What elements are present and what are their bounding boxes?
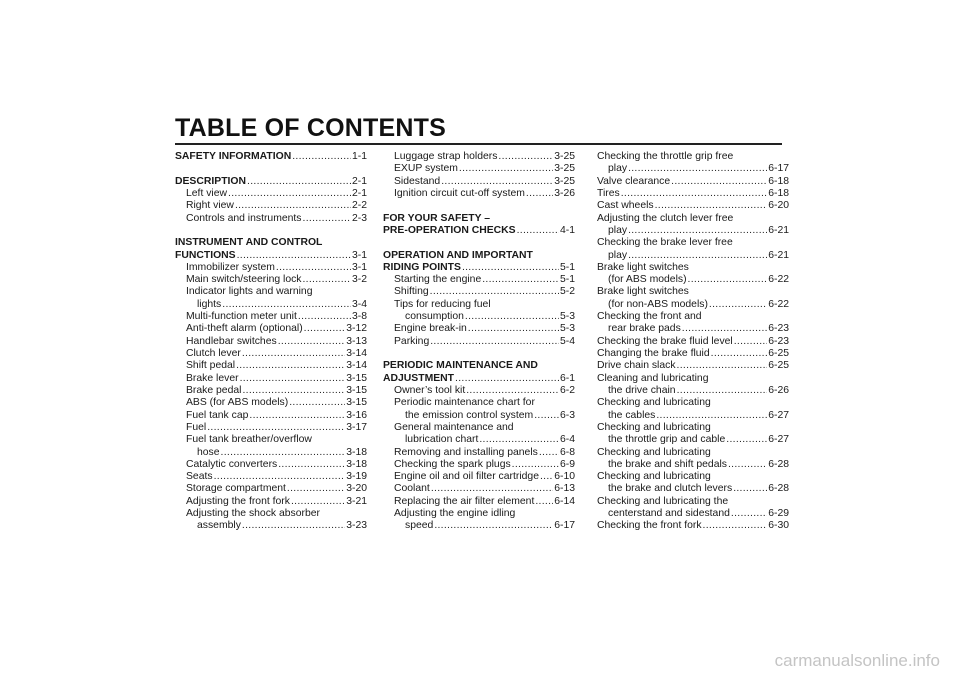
toc-entry-main-switch[interactable] xyxy=(175,274,367,286)
toc-entry-page: 2-2 xyxy=(351,200,367,212)
watermark[interactable]: carmanualsonline.info xyxy=(774,651,940,670)
toc-entry-title-line: Brake light switches xyxy=(597,261,689,273)
toc-entry-title: ABS (for ABS models) xyxy=(186,397,289,409)
toc-entry-title: Catalytic converters xyxy=(186,458,278,470)
toc-entry-title: Ignition circuit cut-off system xyxy=(394,187,525,199)
toc-entry-title: Checking the spark plugs xyxy=(394,458,511,470)
toc-entry-title-line: Adjusting the shock absorber xyxy=(186,508,321,520)
toc-entry-title: Luggage strap holders xyxy=(394,151,498,162)
toc-entry-title: the emission control system xyxy=(405,409,534,421)
toc-entry-title: RIDING POINTS xyxy=(383,261,461,273)
toc-entry-page: 3-1 xyxy=(351,249,367,261)
toc-entry-title: Shift pedal xyxy=(186,360,236,372)
toc-entry-title: Handlebar switches xyxy=(186,335,277,347)
toc-entry-page: 3-15 xyxy=(346,397,367,409)
toc-entry-breather-hose[interactable] xyxy=(175,447,367,459)
toc-entry-page: 3-1 xyxy=(351,261,367,273)
toc-entry-title: Parking xyxy=(394,335,430,347)
toc-entry-title: Sidestand xyxy=(394,175,441,187)
toc-entry-title: the cables xyxy=(608,409,656,421)
toc-entry-left-view[interactable] xyxy=(175,188,367,200)
toc-entry-clutch-lever[interactable] xyxy=(175,348,367,360)
toc-entry-brake-light-non-abs[interactable] xyxy=(597,299,789,311)
toc-entry-page: 5-1 xyxy=(559,261,575,273)
toc-entry-title: EXUP system xyxy=(394,163,458,175)
toc-column-3 xyxy=(597,151,789,533)
toc-entry-page: 5-2 xyxy=(559,286,575,298)
toc-entry-right-view[interactable] xyxy=(175,200,367,212)
toc-entry-controls[interactable] xyxy=(175,213,367,225)
toc-entry-page: 6-23 xyxy=(768,335,789,347)
toc-entry-page: 6-21 xyxy=(768,224,789,236)
toc-entry-throttle-cable[interactable] xyxy=(597,434,789,446)
toc-entry-page: 6-28 xyxy=(768,483,789,495)
toc-entry-page: 6-17 xyxy=(554,520,575,532)
toc-entry-title-line: General maintenance and xyxy=(394,421,514,433)
toc-entry-page: 6-27 xyxy=(768,409,789,421)
toc-entry-immobilizer[interactable] xyxy=(175,262,367,274)
toc-entry-brake-pads[interactable] xyxy=(597,323,789,335)
toc-entry-parking[interactable] xyxy=(383,336,575,348)
toc-entry-title: Multi-function meter unit xyxy=(186,311,297,323)
toc-entry-page: 3-19 xyxy=(346,471,367,483)
toc-entry-page: 6-23 xyxy=(768,323,789,335)
toc-entry-tires[interactable] xyxy=(597,188,789,200)
toc-entry-title-line: Cleaning and lubricating xyxy=(597,372,709,384)
toc-entry-idling-speed[interactable] xyxy=(383,520,575,532)
toc-entry-title: Adjusting the front fork xyxy=(186,495,290,507)
toc-entry-title-line: Checking and lubricating xyxy=(597,446,711,458)
toc-entry-title-line: Indicator lights and warning xyxy=(186,286,313,298)
toc-entry-page: 6-28 xyxy=(768,458,789,470)
toc-entry-page: 6-27 xyxy=(768,434,789,446)
toc-entry-page: 3-20 xyxy=(346,483,367,495)
toc-entry-page: 6-18 xyxy=(768,187,789,199)
toc-entry-title-line: Checking the front and xyxy=(597,311,702,323)
toc-entry-title-line: Checking and lubricating xyxy=(597,471,711,483)
toc-entry-page: 6-17 xyxy=(768,163,789,175)
toc-entry-functions[interactable] xyxy=(175,250,367,262)
toc-entry-title: Fuel tank cap xyxy=(186,409,249,421)
toc-entry-title: rear brake pads xyxy=(608,323,681,335)
title-underline xyxy=(175,143,782,145)
toc-entry-page: 6-20 xyxy=(768,200,789,212)
toc-column-2 xyxy=(383,151,575,533)
toc-entry-fuel-cap[interactable] xyxy=(175,410,367,422)
toc-entry-title: Checking the front fork xyxy=(597,520,702,532)
toc-entry-page: 3-18 xyxy=(346,446,367,458)
toc-entry-brake-fluid-level[interactable] xyxy=(597,336,789,348)
toc-entry-page: 3-21 xyxy=(346,495,367,507)
toc-entry-title: Storage compartment xyxy=(186,483,286,495)
toc-entry-title: play xyxy=(608,163,628,175)
toc-entry-page: 6-9 xyxy=(559,458,575,470)
toc-entry-title: play xyxy=(608,224,628,236)
toc-entry-consumption[interactable] xyxy=(383,311,575,323)
toc-entry-title: Immobilizer system xyxy=(186,261,275,273)
toc-entry-brake-pedal[interactable] xyxy=(175,385,367,397)
toc-entry-page: 6-22 xyxy=(768,274,789,286)
toc-entry-title: assembly xyxy=(197,520,241,532)
toc-entry-brake-fluid-change[interactable] xyxy=(597,348,789,360)
toc-entry-clutch-levers[interactable] xyxy=(597,483,789,495)
toc-entry-title: Owner’s tool kit xyxy=(394,384,466,396)
toc-entry-page: 6-10 xyxy=(554,471,575,483)
toc-entry-page: 3-16 xyxy=(346,409,367,421)
toc-entry-page: 3-4 xyxy=(351,298,367,310)
toc-entry-brake-light-abs[interactable] xyxy=(597,274,789,286)
toc-entry-title: Starting the engine xyxy=(394,274,482,286)
toc-entry-title-line: Checking and lubricating xyxy=(597,397,711,409)
toc-entry-lubrication[interactable] xyxy=(383,434,575,446)
toc-entry-emission[interactable] xyxy=(383,410,575,422)
toc-entry-page: 3-12 xyxy=(346,323,367,335)
toc-entry-page: 6-3 xyxy=(559,409,575,421)
toc-entry-brake-lever[interactable] xyxy=(175,373,367,385)
toc-entry-title: (for ABS models) xyxy=(608,274,687,286)
toc-entry-page: 3-14 xyxy=(346,348,367,359)
toc-entry-starting[interactable] xyxy=(383,274,575,286)
toc-entry-catalytic[interactable] xyxy=(175,459,367,471)
toc-entry-title-line: Checking and lubricating the xyxy=(597,495,729,507)
toc-entry-title: Clutch lever xyxy=(186,348,241,359)
toc-entry-title: consumption xyxy=(405,311,464,323)
toc-entry-indicator-lights[interactable] xyxy=(175,299,367,311)
toc-entry-title: Engine break-in xyxy=(394,323,467,335)
toc-entry-page: 2-1 xyxy=(351,187,367,199)
toc-entry-title: Seats xyxy=(186,471,213,483)
toc-entry-page: 6-13 xyxy=(554,483,575,495)
toc-entry-title: Replacing the air filter element xyxy=(394,495,535,507)
toc-entry-page: 3-23 xyxy=(346,520,367,532)
toc-entry-exup[interactable] xyxy=(383,163,575,175)
toc-entry-title: PRE-OPERATION CHECKS xyxy=(383,224,516,236)
toc-section-heading: PERIODIC MAINTENANCE AND xyxy=(383,360,538,372)
toc-entry-adjustment[interactable] xyxy=(383,373,575,385)
toc-entry-page: 6-29 xyxy=(768,508,789,520)
toc-entry-title: the brake and clutch levers xyxy=(608,483,733,495)
toc-entry-page: 6-25 xyxy=(768,348,789,359)
toc-entry-title: Brake lever xyxy=(186,372,239,384)
toc-entry-page: 3-26 xyxy=(554,187,575,199)
toc-entry-title: hose xyxy=(197,446,220,458)
toc-entry-oil[interactable] xyxy=(383,471,575,483)
toc-entry-brake-play[interactable] xyxy=(597,250,789,262)
toc-entry-page: 5-1 xyxy=(559,274,575,286)
toc-entry-title: Cast wheels xyxy=(597,200,654,212)
toc-entry-title: lubrication chart xyxy=(405,434,479,446)
toc-entry-title: ADJUSTMENT xyxy=(383,372,455,384)
toc-entry-page: 3-25 xyxy=(554,163,575,175)
toc-entry-title: lights xyxy=(197,298,222,310)
toc-entry-page: 5-4 xyxy=(559,335,575,347)
toc-entry-title: Left view xyxy=(186,187,228,199)
toc-entry-stands[interactable] xyxy=(597,508,789,520)
toc-entry-shift-pedal[interactable] xyxy=(175,360,367,372)
toc-entry-title: Fuel xyxy=(186,421,207,433)
toc-entry-title: Coolant xyxy=(394,483,430,495)
toc-entry-page: 6-2 xyxy=(559,384,575,396)
toc-entry-ignition-cutoff[interactable] xyxy=(383,188,575,200)
toc-entry-title: Drive chain slack xyxy=(597,360,676,372)
toc-entry-title: Anti-theft alarm (optional) xyxy=(186,323,303,335)
toc-entry-title-line: Brake light switches xyxy=(597,286,689,298)
toc-entry-title-line: Adjusting the clutch lever free xyxy=(597,212,734,224)
toc-entry-title: Main switch/steering lock xyxy=(186,274,302,286)
toc-entry-page: 4-1 xyxy=(559,224,575,236)
toc-entry-break-in[interactable] xyxy=(383,323,575,335)
toc-entry-title: SAFETY INFORMATION xyxy=(175,151,292,162)
toc-entry-description[interactable] xyxy=(175,176,367,188)
toc-entry-clutch-play[interactable] xyxy=(597,225,789,237)
toc-entry-page: 3-17 xyxy=(346,421,367,433)
toc-entry-title-line: Fuel tank breather/overflow xyxy=(186,434,312,446)
toc-entry-title: Valve clearance xyxy=(597,175,671,187)
toc-entry-valve[interactable] xyxy=(597,176,789,188)
toc-entry-page: 6-30 xyxy=(768,520,789,532)
toc-entry-shifting[interactable] xyxy=(383,286,575,298)
toc-entry-page: 6-1 xyxy=(559,372,575,384)
toc-entry-tool-kit[interactable] xyxy=(383,385,575,397)
toc-entry-title: Changing the brake fluid xyxy=(597,348,710,359)
toc-entry-page: 3-15 xyxy=(346,372,367,384)
toc-entry-page: 6-14 xyxy=(554,495,575,507)
page-title: TABLE OF CONTENTS xyxy=(175,114,446,142)
toc-entry-title: the throttle grip and cable xyxy=(608,434,726,446)
toc-entry-title: Checking the brake fluid level xyxy=(597,335,733,347)
toc-entry-seats[interactable] xyxy=(175,471,367,483)
toc-entry-panels[interactable] xyxy=(383,447,575,459)
toc-entry-front-fork[interactable] xyxy=(175,496,367,508)
toc-entry-pre-operation[interactable] xyxy=(383,225,575,237)
toc-entry-page: 6-22 xyxy=(768,298,789,310)
toc-entry-title-line: Tips for reducing fuel xyxy=(394,298,491,310)
toc-entry-title-line: Adjusting the engine idling xyxy=(394,508,516,520)
toc-entry-cast-wheels[interactable] xyxy=(597,200,789,212)
toc-entry-title: play xyxy=(608,249,628,261)
toc-entry-page: 6-26 xyxy=(768,384,789,396)
toc-entry-throttle-play[interactable] xyxy=(597,163,789,175)
toc-section-heading: OPERATION AND IMPORTANT xyxy=(383,249,533,261)
toc-entry-chain-slack[interactable] xyxy=(597,360,789,372)
toc-entry-abs[interactable] xyxy=(175,397,367,409)
toc-entry-page: 3-2 xyxy=(351,274,367,286)
toc-entry-storage[interactable] xyxy=(175,483,367,495)
toc-entry-multi-meter[interactable] xyxy=(175,311,367,323)
toc-entry-drive-chain[interactable] xyxy=(597,385,789,397)
toc-entry-page: 3-13 xyxy=(346,335,367,347)
toc-entry-fuel[interactable] xyxy=(175,422,367,434)
toc-entry-air-filter[interactable] xyxy=(383,496,575,508)
toc-entry-page: 5-3 xyxy=(559,311,575,323)
toc-entry-handlebar[interactable] xyxy=(175,336,367,348)
toc-entry-title: Right view xyxy=(186,200,234,212)
toc-entry-title: Shifting xyxy=(394,286,429,298)
toc-entry-title: speed xyxy=(405,520,434,532)
toc-entry-page: 6-4 xyxy=(559,434,575,446)
toc-entry-safety-information[interactable] xyxy=(175,151,367,163)
toc-entry-front-fork-check[interactable] xyxy=(597,520,789,532)
toc-entry-title: DESCRIPTION xyxy=(175,175,247,187)
toc-entry-page: 6-8 xyxy=(559,446,575,458)
toc-entry-sidestand[interactable] xyxy=(383,176,575,188)
toc-entry-title-line: Checking and lubricating xyxy=(597,421,711,433)
toc-entry-title: (for non-ABS models) xyxy=(608,298,708,310)
toc-column-1 xyxy=(175,151,367,533)
toc-section-heading: INSTRUMENT AND CONTROL xyxy=(175,237,323,249)
toc-entry-page: 6-21 xyxy=(768,249,789,261)
toc-entry-page: 2-3 xyxy=(351,212,367,224)
toc-entry-shift-pedals[interactable] xyxy=(597,459,789,471)
toc-entry-page: 5-3 xyxy=(559,323,575,335)
toc-entry-title: Brake pedal xyxy=(186,384,242,396)
toc-entry-title-line: Checking the brake lever free xyxy=(597,237,733,249)
toc-entry-page: 3-25 xyxy=(554,151,575,162)
toc-entry-title: FUNCTIONS xyxy=(175,249,236,261)
toc-entry-title: centerstand and sidestand xyxy=(608,508,730,520)
toc-entry-anti-theft[interactable] xyxy=(175,323,367,335)
toc-entry-title: Tires xyxy=(597,187,620,199)
toc-entry-title: Engine oil and oil filter cartridge xyxy=(394,471,539,483)
toc-entry-title-line: Periodic maintenance chart for xyxy=(394,397,535,409)
toc-entry-riding-points[interactable] xyxy=(383,262,575,274)
toc-entry-page: 3-25 xyxy=(554,175,575,187)
toc-entry-page: 3-15 xyxy=(346,384,367,396)
toc-entry-title-line: Checking the throttle grip free xyxy=(597,151,734,162)
toc-entry-page: 2-1 xyxy=(351,175,367,187)
toc-entry-coolant[interactable] xyxy=(383,483,575,495)
toc-entry-luggage[interactable] xyxy=(383,151,575,163)
toc-entry-shock-assembly[interactable] xyxy=(175,520,367,532)
toc-entry-title: Removing and installing panels xyxy=(394,446,538,458)
toc-entry-page: 1-1 xyxy=(351,151,367,162)
toc-entry-page: 3-8 xyxy=(351,311,367,323)
toc-entry-page: 3-18 xyxy=(346,458,367,470)
toc-entry-cables[interactable] xyxy=(597,410,789,422)
toc-entry-title: Controls and instruments xyxy=(186,212,302,224)
toc-entry-page: 6-18 xyxy=(768,175,789,187)
toc-entry-spark-plugs[interactable] xyxy=(383,459,575,471)
toc-entry-title: the drive chain xyxy=(608,384,676,396)
toc-entry-page: 6-25 xyxy=(768,360,789,372)
toc-entry-title: the brake and shift pedals xyxy=(608,458,727,470)
toc-entry-page: 3-14 xyxy=(346,360,367,372)
toc-section-heading: FOR YOUR SAFETY – xyxy=(383,212,491,224)
